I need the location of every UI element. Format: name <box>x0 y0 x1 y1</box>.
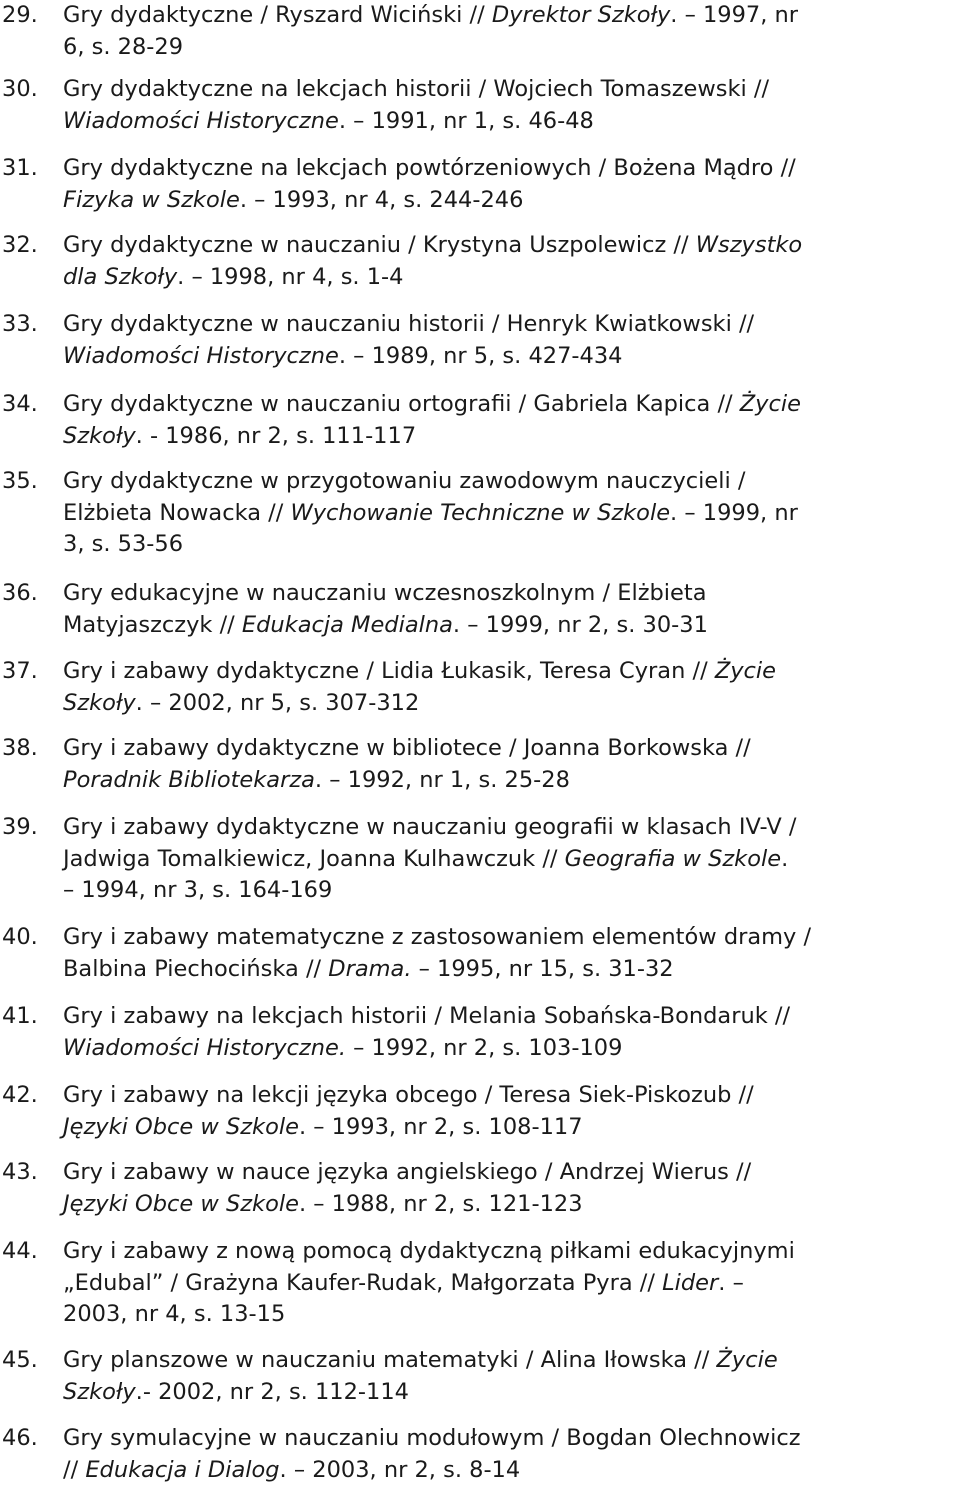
citation-text: . – 1998, nr 4, s. 1-4 <box>177 263 404 290</box>
journal-title: Edukacja i Dialog <box>85 1456 280 1483</box>
journal-title: Poradnik Bibliotekarza <box>63 766 315 793</box>
entry-number: 35. <box>2 468 38 494</box>
entry-number: 38. <box>2 735 38 761</box>
citation-text: Gry dydaktyczne w nauczaniu ortografii / Gabriela Kapica // <box>63 391 740 417</box>
entry-text <box>63 153 958 216</box>
entry-line <box>63 844 958 876</box>
citation-text: . – 1989, nr 5, s. 427-434 <box>338 342 623 369</box>
entry-number: 30. <box>2 76 38 102</box>
entry-line <box>63 578 958 610</box>
citation-text: Gry i zabawy matematyczne z zastosowaniem elementów dramy / <box>63 924 812 950</box>
entry-number: 37. <box>2 658 38 684</box>
entry-line <box>63 1001 958 1033</box>
entry-number: 44. <box>2 1238 38 1264</box>
entry-line <box>63 529 958 561</box>
entry-text <box>63 74 958 137</box>
entry-line <box>63 32 958 64</box>
entry-line <box>63 1112 958 1144</box>
journal-title: Edukacja Medialna <box>241 611 453 638</box>
citation-text: .- 2002, nr 2, s. 112-114 <box>135 1378 409 1405</box>
citation-text: Gry i zabawy dydaktyczne / Lidia Łukasik, Teresa Cyran // <box>63 658 715 684</box>
entry-number: 36. <box>2 580 38 606</box>
entry-line <box>63 1157 958 1189</box>
entry-text <box>63 1001 958 1064</box>
entry-line <box>63 733 958 765</box>
entry-number: 41. <box>2 1003 38 1029</box>
entry-text <box>63 230 958 293</box>
citation-text: . – 1991, nr 1, s. 46-48 <box>338 107 594 134</box>
citation-text: Gry edukacyjne w nauczaniu wczesnoszkolnym / Elżbieta <box>63 580 707 606</box>
entry-line <box>63 1455 958 1487</box>
entry-line <box>63 875 958 907</box>
entry-line <box>63 1299 958 1331</box>
citation-text: . – 2003, nr 2, s. 8-14 <box>279 1456 521 1483</box>
citation-text: Matyjaszczyk // <box>63 611 242 638</box>
entry-number: 32. <box>2 232 38 258</box>
entry-line <box>63 185 958 217</box>
entry-text <box>63 812 958 907</box>
citation-text: Gry dydaktyczne / Ryszard Wiciński // <box>63 2 492 28</box>
entry-number: 40. <box>2 924 38 950</box>
entry-line <box>63 421 958 453</box>
journal-title: Dyrektor Szkoły <box>491 2 671 28</box>
citation-text: Gry i zabawy z nową pomocą dydaktyczną piłkami edukacyjnymi <box>63 1238 795 1264</box>
citation-text: Gry dydaktyczne na lekcjach historii / Wojciech Tomaszewski // <box>63 76 770 102</box>
entry-line <box>63 1236 958 1268</box>
journal-title: Życie <box>716 1347 778 1373</box>
journal-title: Języki Obce w Szkole <box>63 1190 299 1217</box>
entry-line <box>63 230 958 262</box>
citation-text: . – 1993, nr 2, s. 108-117 <box>298 1113 583 1140</box>
journal-title: Wiadomości Historyczne <box>63 107 339 134</box>
journal-title: Geografia w Szkole <box>564 845 782 872</box>
citation-text: Gry dydaktyczne w przygotowaniu zawodowym nauczycieli / <box>63 468 746 494</box>
citation-text: Elżbieta Nowacka // <box>63 499 291 526</box>
citation-text: Gry symulacyjne w nauczaniu modułowym / Bogdan Olechnowicz <box>63 1425 801 1451</box>
entry-number: 43. <box>2 1159 38 1185</box>
entry-text <box>63 578 958 641</box>
citation-text: Gry dydaktyczne w nauczaniu historii / Henryk Kwiatkowski // <box>63 311 755 337</box>
citation-text: . – 1988, nr 2, s. 121-123 <box>298 1190 583 1217</box>
citation-text: Gry dydaktyczne w nauczaniu / Krystyna Uszpolewicz // <box>63 232 696 258</box>
citation-text: Jadwiga Tomalkiewicz, Joanna Kulhawczuk // <box>63 845 565 872</box>
entry-text <box>63 1345 958 1408</box>
entry-line <box>63 1033 958 1065</box>
entry-line <box>63 153 958 185</box>
journal-title: Drama. <box>328 955 412 982</box>
journal-title: Szkoły <box>63 1378 136 1405</box>
entry-line <box>63 0 958 32</box>
entry-number: 39. <box>2 814 38 840</box>
entry-line <box>63 309 958 341</box>
citation-text: . - 1986, nr 2, s. 111-117 <box>135 422 417 449</box>
journal-title: Wiadomości Historyczne. <box>63 1034 346 1061</box>
citation-text: . – 2002, nr 5, s. 307-312 <box>135 689 420 716</box>
entry-text <box>63 733 958 796</box>
entry-text <box>63 1423 958 1486</box>
citation-text: Gry planszowe w nauczaniu matematyki / Alina Iłowska // <box>63 1347 717 1373</box>
citation-text: Gry i zabawy dydaktyczne w bibliotece / Joanna Borkowska // <box>63 735 751 761</box>
citation-text: . – 1997, nr <box>670 2 799 28</box>
citation-text: 2003, nr 4, s. 13-15 <box>63 1301 286 1327</box>
journal-title: Fizyka w Szkole <box>63 186 240 213</box>
entry-number: 29. <box>2 2 38 28</box>
entry-line <box>63 1345 958 1377</box>
journal-title: Życie <box>739 391 801 417</box>
citation-text: Gry dydaktyczne na lekcjach powtórzeniowych / Bożena Mądro // <box>63 155 796 181</box>
journal-title: Wszystko <box>695 232 803 258</box>
entry-number: 46. <box>2 1425 38 1451</box>
entry-number: 45. <box>2 1347 38 1373</box>
entry-line <box>63 688 958 720</box>
journal-title: Wiadomości Historyczne <box>63 342 339 369</box>
entry-text <box>63 656 958 719</box>
entry-text <box>63 922 958 985</box>
entry-line <box>63 1377 958 1409</box>
entry-text <box>63 1080 958 1143</box>
citation-text: 3, s. 53-56 <box>63 531 184 557</box>
entry-text <box>63 389 958 452</box>
citation-text: – 1995, nr 15, s. 31-32 <box>411 955 674 982</box>
entry-number: 31. <box>2 155 38 181</box>
entry-line <box>63 341 958 373</box>
entry-line <box>63 765 958 797</box>
entry-line <box>63 954 958 986</box>
citation-text: . – 1999, nr 2, s. 30-31 <box>452 611 708 638</box>
entry-number: 42. <box>2 1082 38 1108</box>
entry-line <box>63 466 958 498</box>
entry-number: 34. <box>2 391 38 417</box>
entry-line <box>63 389 958 421</box>
entry-line <box>63 1268 958 1300</box>
entry-line <box>63 106 958 138</box>
citation-text: Gry i zabawy dydaktyczne w nauczaniu geografii w klasach IV-V / <box>63 814 797 840</box>
citation-text: . – <box>718 1269 744 1296</box>
entry-text <box>63 1236 958 1331</box>
citation-text: . – 1993, nr 4, s. 244-246 <box>239 186 524 213</box>
entry-line <box>63 610 958 642</box>
journal-title: Szkoły <box>63 422 136 449</box>
entry-line <box>63 74 958 106</box>
journal-title: Szkoły <box>63 689 136 716</box>
entry-line <box>63 656 958 688</box>
entry-number: 33. <box>2 311 38 337</box>
entry-line <box>63 812 958 844</box>
citation-text: Balbina Piechocińska // <box>63 955 329 982</box>
journal-title: Życie <box>714 658 777 684</box>
citation-text: 6, s. 28-29 <box>63 33 184 60</box>
entry-line <box>63 1423 958 1455</box>
entry-text <box>63 0 958 63</box>
citation-text: // <box>63 1456 86 1483</box>
citation-text: – 1994, nr 3, s. 164-169 <box>63 877 333 903</box>
citation-text: . – 1999, nr <box>670 499 798 526</box>
citation-text: – 1992, nr 2, s. 103-109 <box>346 1034 623 1061</box>
journal-title: Lider <box>662 1269 719 1296</box>
citation-text: . – 1992, nr 1, s. 25-28 <box>314 766 570 793</box>
citation-text: Gry i zabawy na lekcjach historii / Melania Sobańska-Bondaruk // <box>63 1003 791 1029</box>
citation-text: . <box>781 845 789 872</box>
journal-title: Wychowanie Techniczne w Szkole <box>290 499 671 526</box>
entry-line <box>63 1189 958 1221</box>
entry-text <box>63 1157 958 1220</box>
citation-text: Gry i zabawy na lekcji języka obcego / Teresa Siek-Piskozub // <box>63 1082 754 1108</box>
entry-line <box>63 922 958 954</box>
entry-line <box>63 1080 958 1112</box>
journal-title: dla Szkoły <box>63 263 178 290</box>
entry-line <box>63 262 958 294</box>
entry-text <box>63 466 958 561</box>
citation-text: Gry i zabawy w nauce języka angielskiego / Andrzej Wierus // <box>63 1159 752 1185</box>
citation-text: „Edubal” / Grażyna Kaufer-Rudak, Małgorzata Pyra // <box>63 1269 663 1296</box>
journal-title: Języki Obce w Szkole <box>63 1113 299 1140</box>
entry-text <box>63 309 958 372</box>
entry-line <box>63 498 958 530</box>
